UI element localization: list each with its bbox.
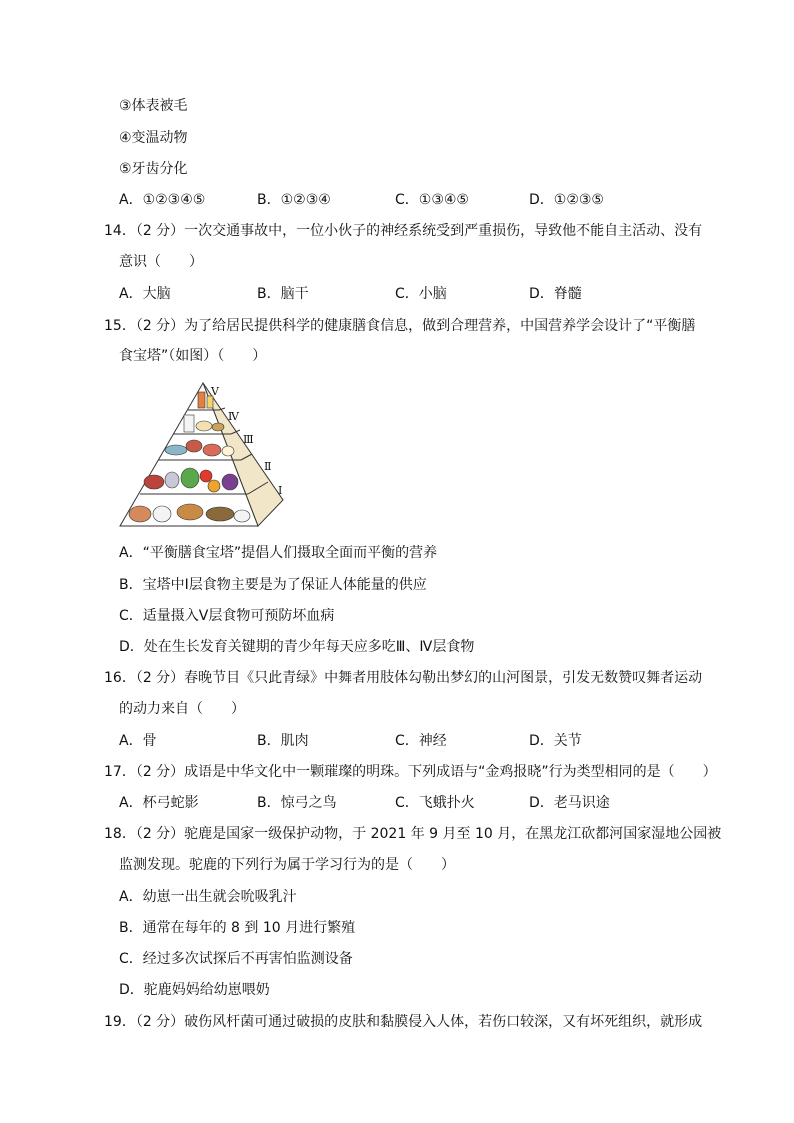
q18-option-b: B．通常在每年的 8 到 10 月进行繁殖 [119,920,356,936]
q17-option-a: A．杯弓蛇影 [119,795,199,811]
q16-stem-line2: 的动力来自（ ） [119,701,245,717]
q13-item-4: ④变温动物 [119,130,188,146]
q13-option-a: A．①②③④⑤ [119,192,206,208]
q13-option-b: B．①②③④ [257,192,331,208]
q15-option-c: C．适量摄入Ⅴ层食物可预防坏血病 [119,608,335,624]
q18-stem-line2: 监测发现。驼鹿的下列行为属于学习行为的是（ ） [119,857,455,873]
q14-stem-line1: 14．（2 分）一次交通事故中，一位小伙子的神经系统受到严重损伤，导致他不能自主活动、没有 [104,223,703,239]
q17-stem-line1: 17．（2 分）成语是中华文化中一颗璀璨的明珠。下列成语与“金鸡报晓”行为类型相同的是（ ） [104,764,717,780]
q17-option-c: C．飞蛾扑火 [395,795,475,811]
tier-label-ii: Ⅱ [264,460,272,473]
q15-option-b: B．宝塔中Ⅰ层食物主要是为了保证人体能量的供应 [119,577,427,593]
q14-option-a: A．大脑 [119,286,171,302]
q18-stem-line1: 18．（2 分）驼鹿是国家一级保护动物，于 2021 年 9 月至 10 月，在黑龙江砍都河国家湿地公园被 [104,826,722,842]
q18-option-a: A．幼崽一出生就会吮吸乳汁 [119,889,297,905]
q17-option-b: B．惊弓之鸟 [257,795,337,811]
q14-stem-line2: 意识（ ） [119,254,203,270]
q15-option-a: A．“平衡膳食宝塔”提倡人们摄取全面而平衡的营养 [119,545,438,561]
q13-option-c: C．①③④⑤ [395,192,469,208]
q16-option-c: C．神经 [395,733,447,749]
q16-option-a: A．骨 [119,733,157,749]
q15-stem-line1: 15．（2 分）为了给居民提供科学的健康膳食信息，做到合理营养，中国营养学会设计了“平衡膳 [104,318,696,334]
food-pyramid-figure [118,378,293,530]
q14-option-d: D．脊髓 [529,286,582,302]
tier-label-v: Ⅴ [211,385,219,398]
q14-option-c: C．小脑 [395,286,447,302]
q16-stem-line1: 16．（2 分）春晚节目《只此青绿》中舞者用肢体勾勒出梦幻的山河图景，引发无数赞叹舞者运动 [104,670,703,686]
q16-option-b: B．肌肉 [257,733,309,749]
q18-option-d: D．驼鹿妈妈给幼崽喂奶 [119,982,270,998]
tier-label-iv: Ⅳ [228,410,239,423]
q16-option-d: D．关节 [529,733,582,749]
tier-label-iii: Ⅲ [243,433,254,446]
q17-option-d: D．老马识途 [529,795,610,811]
tier-label-i: Ⅰ [278,484,283,497]
q18-option-c: C．经过多次试探后不再害怕监测设备 [119,951,353,967]
q13-option-d: D．①②③⑤ [529,192,604,208]
q13-item-3: ③体表被毛 [119,98,188,114]
q19-stem-line1: 19．（2 分）破伤风杆菌可通过破损的皮肤和黏膜侵入人体，若伤口较深，又有坏死组织，就形成 [104,1014,703,1030]
q13-item-5: ⑤牙齿分化 [119,161,188,177]
q15-stem-line2: 食宝塔”（如图）（ ） [119,348,267,364]
q15-option-d: D．处在生长发育关键期的青少年每天应多吃Ⅲ、Ⅳ层食物 [119,639,475,655]
q14-option-b: B．脑干 [257,286,309,302]
